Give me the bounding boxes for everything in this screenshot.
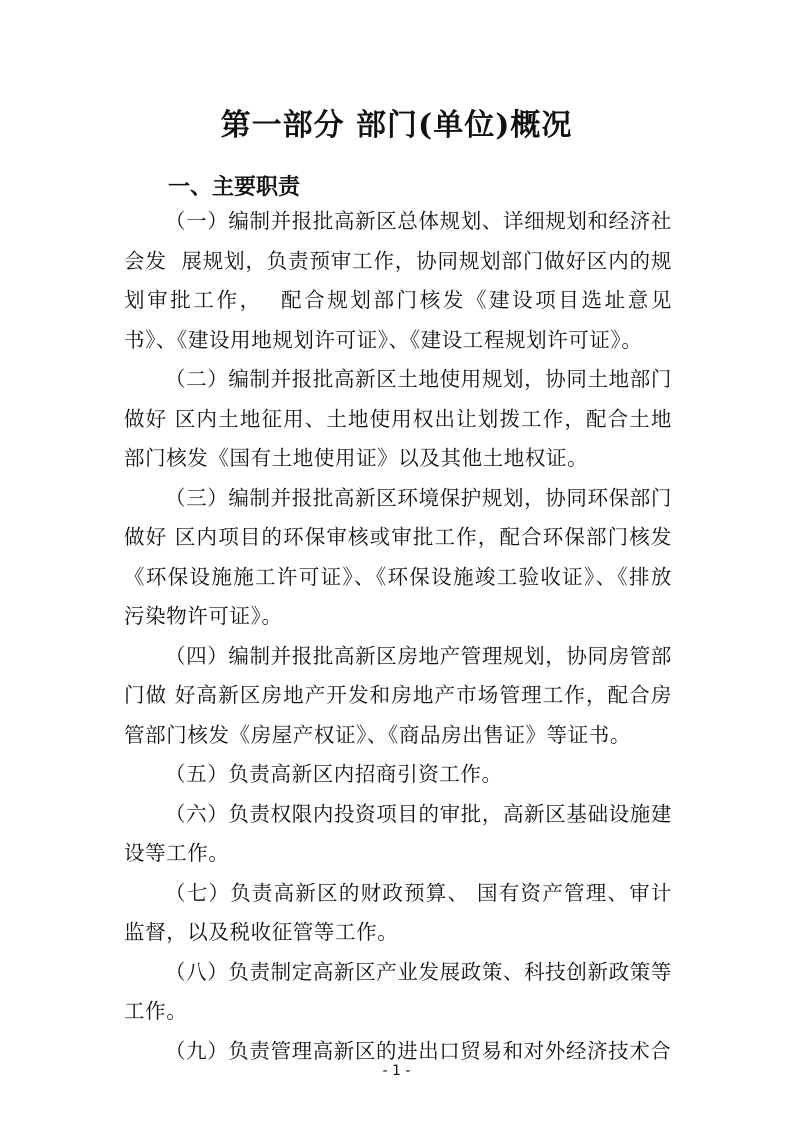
paragraph-8: （八）负责制定高新区产业发展政策、科技创新政策等工作。 <box>124 959 672 1023</box>
paragraph-3: （三）编制并报批高新区环境保护规划，协同环保部门做好 区内项目的环保审核或审批工作，配合环保部门核发《环保设施施工许可证》、《环保设施竣工验收证》、《排放污染物许可证》。 <box>124 485 672 628</box>
body-text <box>124 202 672 1071</box>
paragraph-9: （九）负责管理高新区的进出口贸易和对外经济技术合 <box>165 1038 672 1063</box>
paragraph-5: （五）负责高新区内招商引资工作。 <box>165 762 503 786</box>
page-title: 第一部分 部门(单位)概况 <box>220 108 573 143</box>
paragraph-7: （七）负责高新区的财政预算、 国有资产管理、审计监督，以及税收征管等工作。 <box>124 880 672 944</box>
page-number: - 1 - <box>382 1063 411 1079</box>
paragraph-6: （六）负责权限内投资项目的审批，高新区基础设施建设等工作。 <box>124 801 672 865</box>
section-heading: 一、主要职责 <box>168 175 301 200</box>
paragraph-4: （四）编制并报批高新区房地产管理规划，协同房管部门做 好高新区房地产开发和房地产市场管理工作，配合房管部门核发《房屋产权证》、《商品房出售证》等证书。 <box>124 643 672 747</box>
paragraph-2: （二）编制并报批高新区土地使用规划，协同土地部门做好 区内土地征用、土地使用权出让划拨工作，配合土地部门核发《国有土地使用证》以及其他土地权证。 <box>124 367 672 470</box>
paragraph-1: （一）编制并报批高新区总体规划、详细规划和经济社会发 展规划，负责预审工作，协同规划部门做好区内的规划审批工作， 配合规划部门核发《建设项目选址意见书》、《建设用地规划许可证》、《建设工程规划许可证》。 <box>124 209 672 352</box>
